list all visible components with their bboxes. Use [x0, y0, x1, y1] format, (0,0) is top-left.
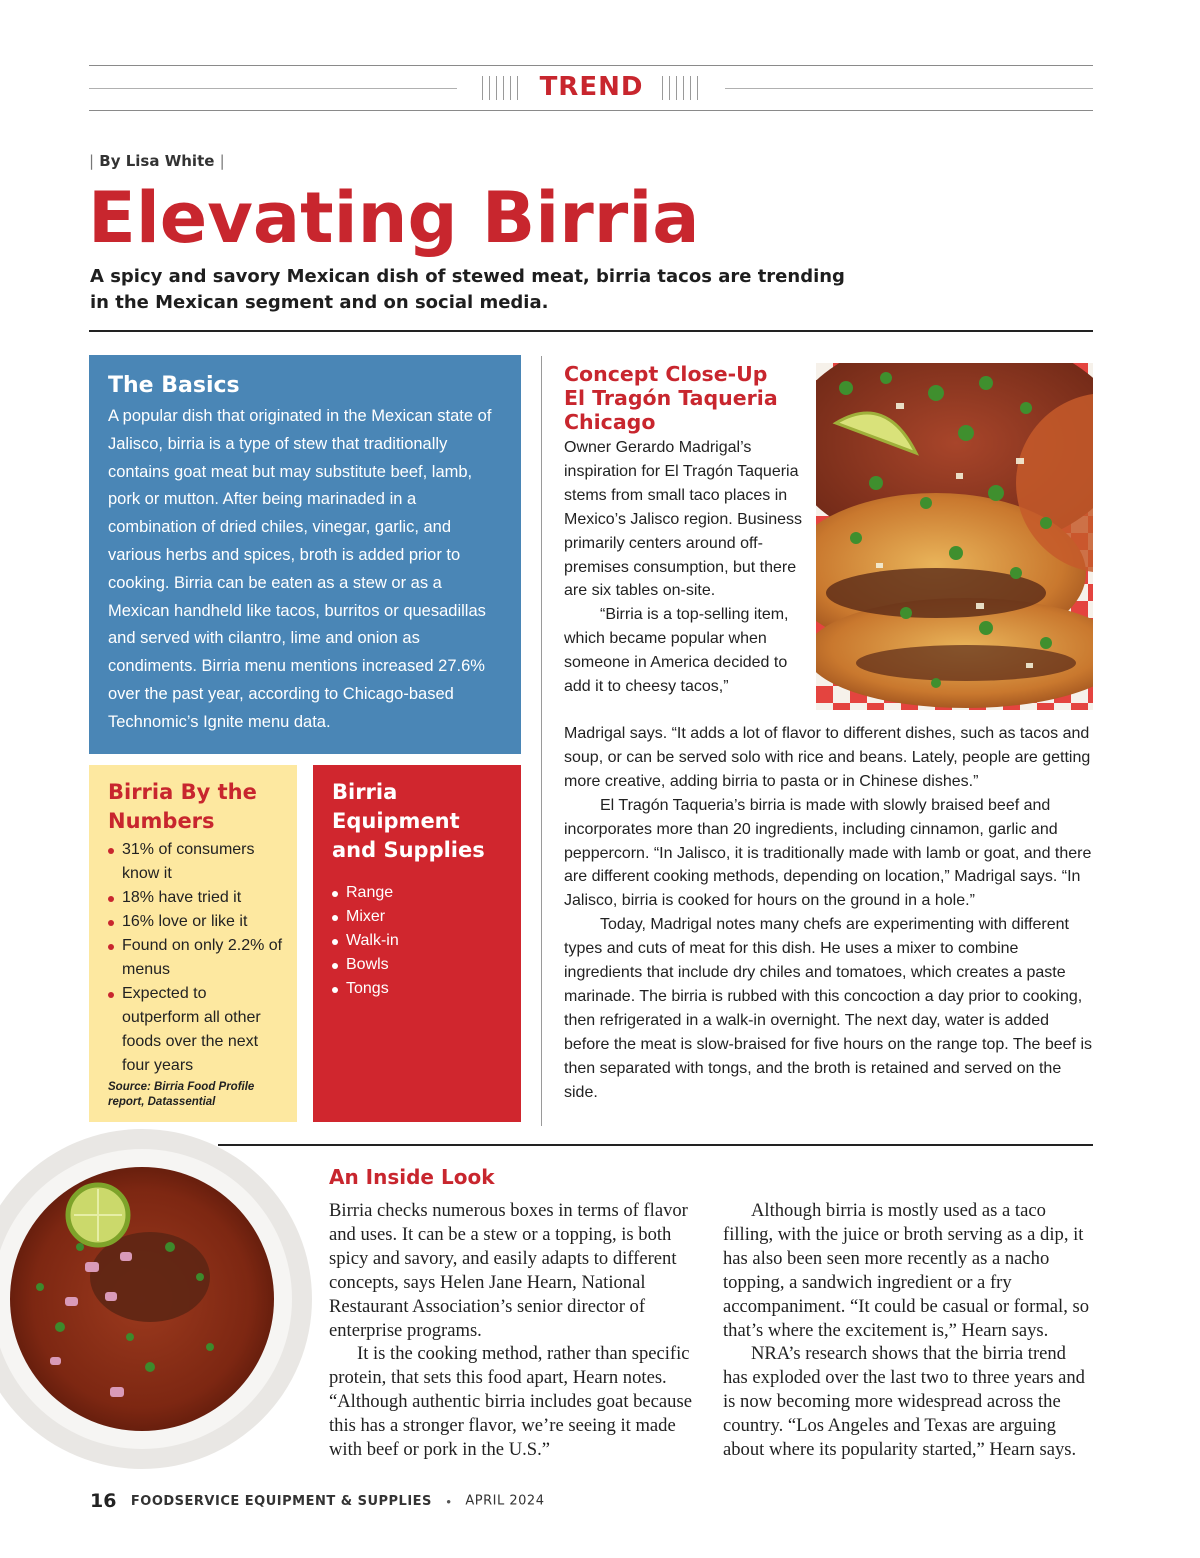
list-item: Expected to outperform all other foods over the next four years: [108, 982, 287, 1078]
publication-name: FOODSERVICE EQUIPMENT & SUPPLIES: [130, 1493, 432, 1509]
list-item: Range: [332, 881, 511, 905]
concept-heading: [564, 362, 804, 434]
equipment-box: [313, 765, 521, 1122]
list-item: 31% of consumers know it: [108, 838, 287, 886]
birria-bowl-photo: [0, 1127, 315, 1472]
inside-paragraph: Birria checks numerous boxes in terms of flavor and uses. It can be a stew or a topping, is both spicy and savory, and easily adapts to different concepts, says Helen Jane Hearn, National Restaurant Association’s senior director of enterprise programs.: [329, 1200, 688, 1341]
inside-paragraph: Although birria is mostly used as a taco filling, with the juice or broth serving as a dip, it has also been seen more recently as a nacho topping, a sandwich ingredient or a fry accompaniment. “It could be casual or formal, so that’s where the excitement is,” Hearn says.: [723, 1200, 1090, 1341]
header-rule-right: [725, 88, 1093, 89]
concept-paragraph: El Tragón Taqueria’s birria is made with slowly braised beef and incorporates more than 20 ingredients, including cinnamon, garlic and peppercorn. “In Jalisco, it is traditionally made with lamb or goat, and there are different cooking methods, depending on location,” Madrigal says. “In Jalisco, birria is cooked for hours on the ground in a hole.”: [564, 796, 1092, 910]
section-header: [89, 65, 1093, 111]
concept-intro: [564, 436, 810, 699]
page-number: 16: [90, 1490, 117, 1512]
article-dek: A spicy and savory Mexican dish of stewed meat, birria tacos are trending in the Mexican segment and on social media.: [90, 266, 845, 313]
equipment-heading: Birria Equipment and Supplies: [332, 780, 485, 862]
list-item: Found on only 2.2% of menus: [108, 934, 287, 982]
article-title: Elevating Birria: [88, 177, 700, 259]
byline: [89, 152, 225, 170]
inside-paragraph: NRA’s research shows that the birria trend has exploded over the last two to three years and is now becoming more widespread across the country. “Los Angeles and Texas are arguing about where its popularity started,” Hearn says.: [723, 1343, 1085, 1461]
basics-body: A popular dish that originated in the Mexican state of Jalisco, birria is a type of stew that traditionally contains goat meat but may substitute beef, lamb, pork or mutton. After being marinaded in a combination of dried chiles, vinegar, garlic, and various herbs and spices, broth is added prior to cooking. Birria can be eaten as a stew or as a Mexican handheld like tacos, burritos or quesadillas and served with cilantro, lime and onion as condiments. Birria menu mentions increased 27.6% over the past year, according to Chicago-based Technomic’s Ignite menu data.: [108, 407, 492, 731]
list-item: Mixer: [332, 905, 511, 929]
concept-heading-line1: Concept Close-Up: [564, 362, 768, 386]
main-divider: [89, 330, 1093, 332]
tacos-illustration: [816, 363, 1093, 710]
basics-box: [89, 355, 521, 754]
byline-pipe-right: |: [219, 152, 225, 170]
inside-heading: An Inside Look: [329, 1165, 495, 1189]
list-item: Bowls: [332, 953, 511, 977]
inside-column-right: [723, 1199, 1090, 1462]
numbers-list: [108, 838, 287, 1078]
tacos-photo: [816, 363, 1093, 710]
byline-author: By Lisa White: [99, 152, 215, 170]
inside-column-left: [329, 1199, 696, 1462]
list-item: 18% have tried it: [108, 886, 287, 910]
concept-paragraph: “Birria is a top-selling item, which became popular when someone in America decided to add it to cheesy tacos,”: [564, 606, 789, 696]
list-item: Walk-in: [332, 929, 511, 953]
concept-paragraph: Madrigal says. “It adds a lot of flavor to different dishes, such as tacos and soup, or can be served solo with rice and beans. Lately, people are getting more creative, adding birria to pasta or in Chinese dishes.”: [564, 725, 1091, 790]
inside-divider: [218, 1144, 1093, 1146]
section-label: TREND: [539, 72, 644, 102]
header-rule-bottom: [89, 110, 1093, 111]
concept-body: [564, 722, 1094, 1105]
numbers-heading: Birria By the Numbers: [108, 780, 257, 833]
numbers-box: [89, 765, 297, 1122]
header-rule-top: [89, 65, 1093, 66]
issue-date: APRIL 2024: [465, 1493, 545, 1509]
concept-paragraph: Owner Gerardo Madrigal’s inspiration for El Tragón Taqueria stems from small taco places in Mexico’s Jalisco region. Business primarily centers around off-premises consumption, but there are six tables on-site.: [564, 439, 803, 600]
concept-heading-line2: El Tragón Taqueria: [564, 386, 778, 410]
column-divider: [541, 356, 542, 1126]
footer-separator: •: [446, 1493, 451, 1509]
list-item: Tongs: [332, 977, 511, 1001]
page-footer: [90, 1490, 544, 1512]
list-item: 16% love or like it: [108, 910, 287, 934]
concept-paragraph: Today, Madrigal notes many chefs are experimenting with different types and cuts of meat for this dish. He uses a mixer to combine ingredients that include dry chiles and tomatoes, which creates a paste marinade. The birria is rubbed with this concoction a day prior to cooking, then refrigerated in a walk-in overnight. The next day, water is added before the meat is slow-braised for five hours on the range top. The beef is then separated with tongs, and the broth is retained and served on the side.: [564, 916, 1092, 1101]
header-decor-bars-left: [482, 76, 522, 100]
header-decor-bars-right: [662, 76, 702, 100]
header-rule-left: [89, 88, 457, 89]
bowl-illustration: [0, 1127, 315, 1472]
inside-paragraph: It is the cooking method, rather than specific protein, that sets this food apart, Hearn notes. “Although authentic birria includes goat because this has a stronger flavor, we’re seeing it made with beef or pork in the U.S.”: [329, 1343, 692, 1461]
numbers-source: Source: Birria Food Profile report, Datassential: [108, 1081, 255, 1108]
equipment-list: [332, 881, 511, 1001]
basics-heading: The Basics: [108, 373, 240, 398]
concept-heading-line3: Chicago: [564, 410, 656, 434]
byline-pipe-left: |: [89, 152, 95, 170]
